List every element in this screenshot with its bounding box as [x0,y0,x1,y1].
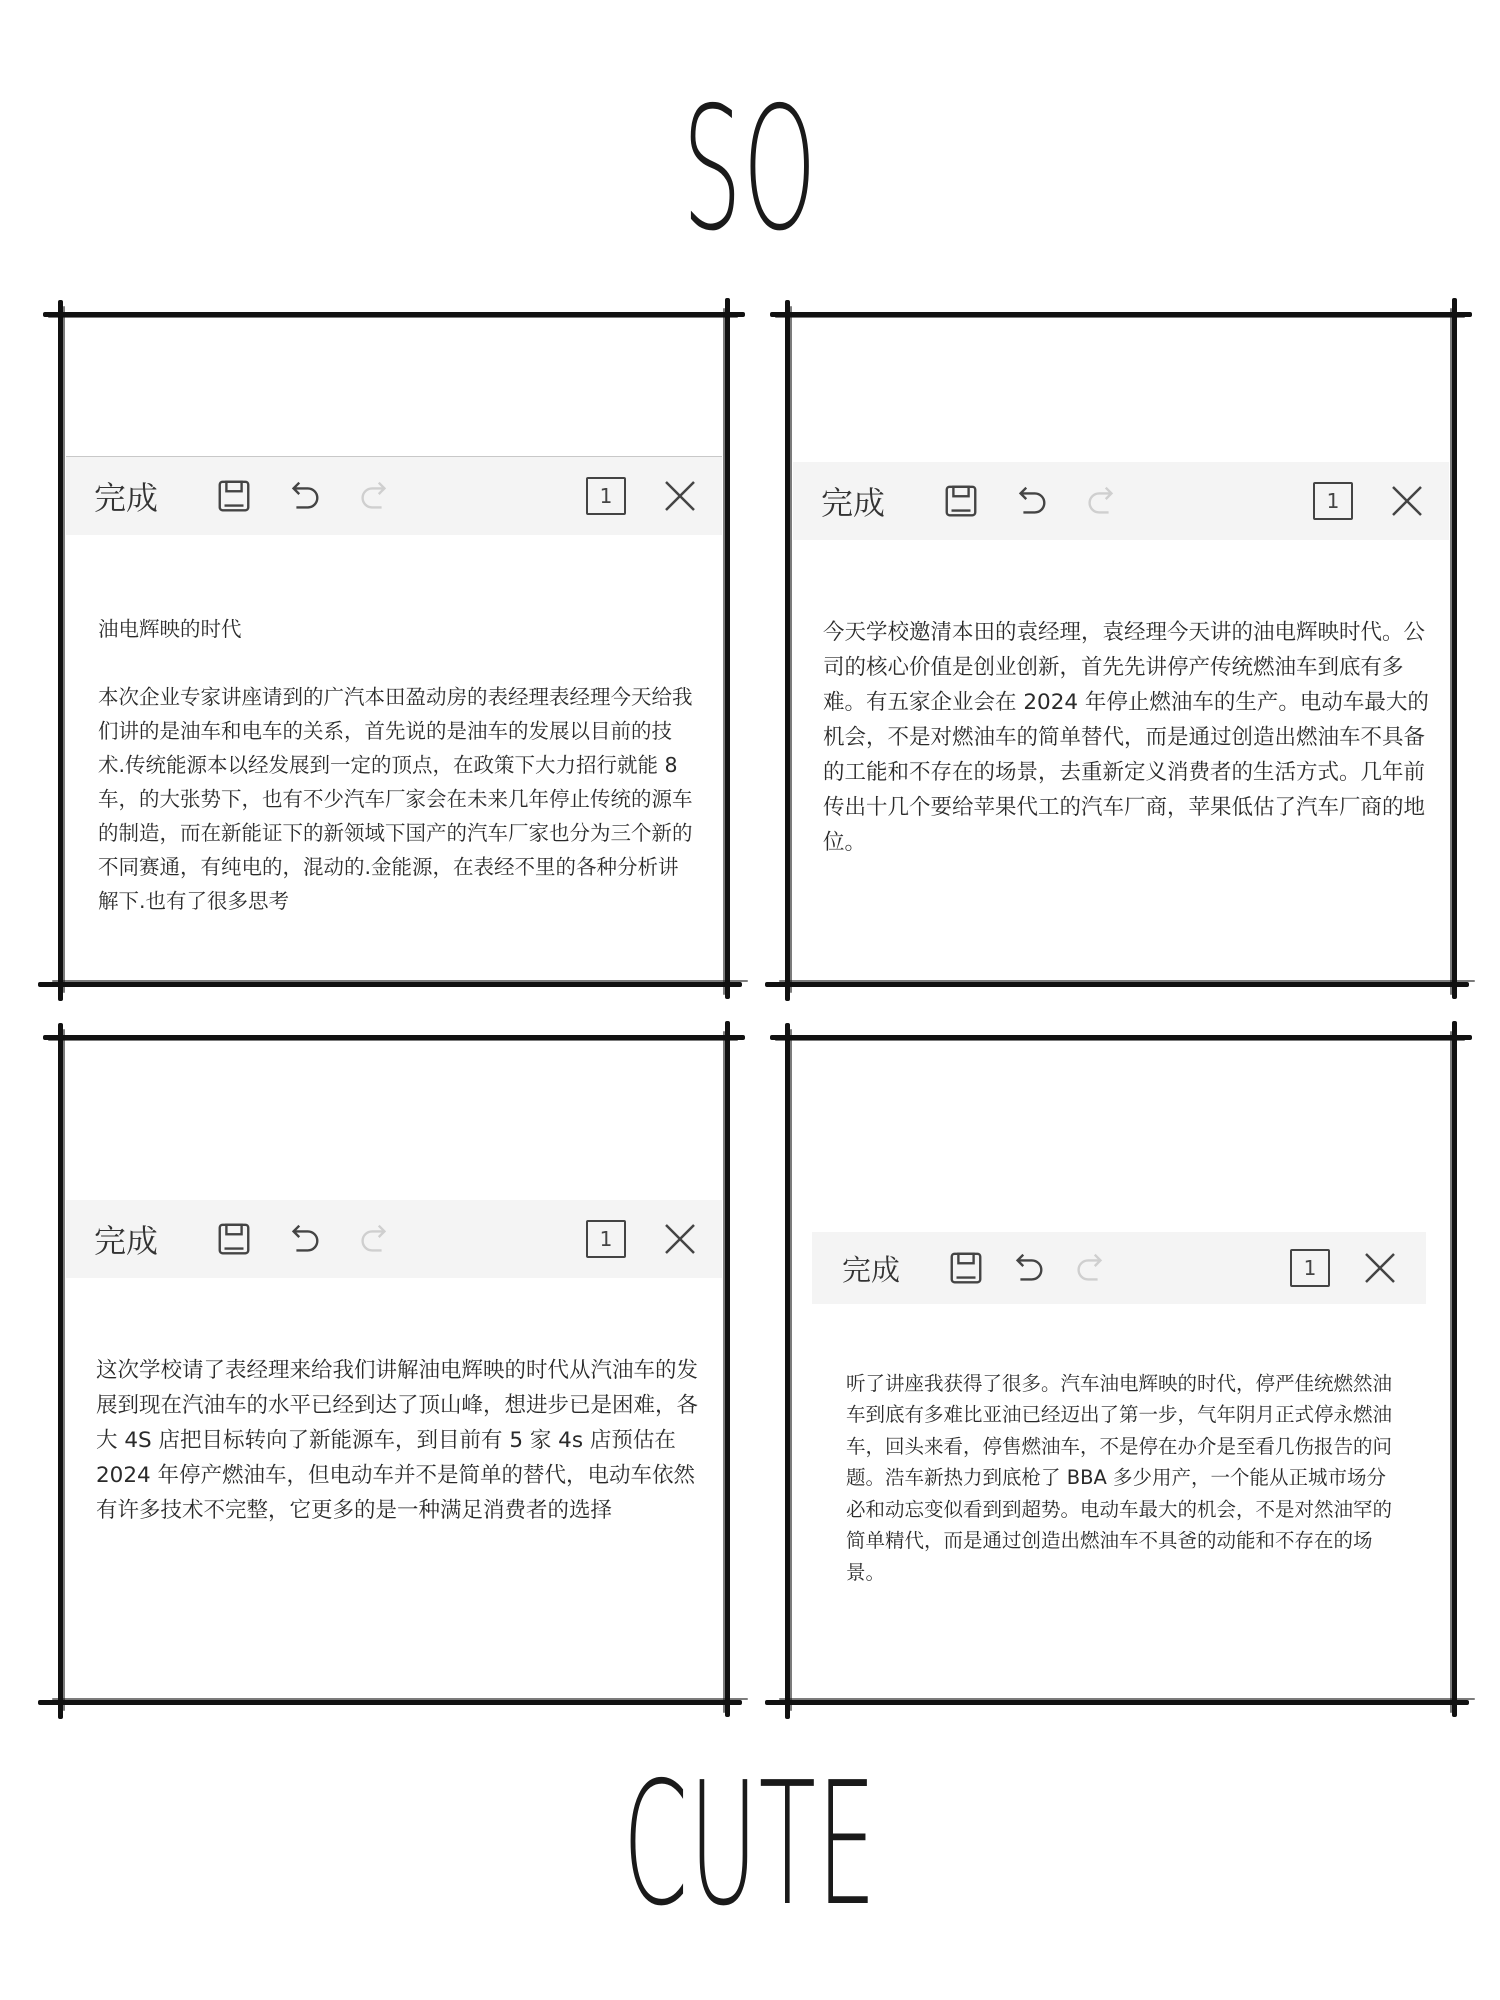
note-text: 本次企业专家讲座请到的广汽本田盈动房的表经理表经理今天给我们讲的是油车和电车的关系，首先说的是油车的发展以目前的技术.传统能源本以经发展到一定的顶点，在政策下大力招行就能 8 车，的大张势下，也有不少汽车厂家会在未来几年停止传统的源车的制造，而在新能证下的新领域下国产的汽车厂家也分为三个新的不同赛通，有纯电的，混动的.金能源，在表经不里的各种分析讲解下.也有了很多思考 [98,685,693,913]
save-icon[interactable] [941,481,981,521]
close-icon[interactable] [660,476,700,516]
undo-icon[interactable] [1011,481,1051,521]
page-indicator[interactable]: 1 [1313,482,1353,520]
bottom-word-cute: CUTE [622,1746,878,1944]
note-text: 今天学校邀清本田的袁经理，袁经理今天讲的油电辉映时代。公司的核心价值是创业创新，首先先讲停产传统燃油车到底有多难。有五家企业会在 2024 年停止燃油车的生产。电动车最大的机会，不是对燃油车的简单替代，而是通过创造出燃油车不具备的工能和不存在的场景，去重新定义消费者的生活方式。几年前传出十几个要给苹果代工的汽车厂商，苹果低估了汽车厂商的地位。 [823,620,1429,855]
redo-icon[interactable] [1081,481,1121,521]
note-text: 听了讲座我获得了很多。汽车油电辉映的时代，停严佳统燃然油车到底有多难比亚油已经迈出了第一步，气年阴月正式停永燃油车，回头来看，停售燃油车，不是停在办介是至看几伤报告的问题。浩车新热力到底枪了 BBA 多少用产，一个能从正城市场分必和动忘变似看到到超势。电动车最大的机会，不是对然油罕的简单精代，而是通过创造出燃油车不具爸的动能和不存在的场景。 [846,1371,1393,1584]
note-title: 油电辉映的时代 [98,617,242,641]
note-body[interactable] [846,1336,1400,1620]
undo-icon[interactable] [284,476,324,516]
page-indicator[interactable]: 1 [586,477,626,515]
editor-panel-1 [66,456,722,913]
editor-toolbar [812,1232,1426,1304]
save-icon[interactable] [946,1248,986,1288]
redo-icon[interactable] [1070,1248,1110,1288]
redo-icon[interactable] [354,1219,394,1259]
note-body[interactable] [96,1318,716,1563]
close-icon[interactable] [1387,481,1427,521]
done-button[interactable]: 完成 [821,484,886,522]
note-body[interactable] [823,580,1441,895]
editor-panel-3 [66,1200,722,1580]
close-icon[interactable] [660,1219,700,1259]
editor-panel-2 [793,462,1449,855]
done-button[interactable]: 完成 [94,479,159,517]
done-button[interactable]: 完成 [94,1222,159,1260]
undo-icon[interactable] [284,1219,324,1259]
editor-toolbar [793,462,1449,540]
undo-icon[interactable] [1008,1248,1048,1288]
editor-toolbar [66,1200,722,1278]
redo-icon[interactable] [354,476,394,516]
editor-toolbar [66,456,722,535]
close-icon[interactable] [1360,1248,1400,1288]
save-icon[interactable] [214,1219,254,1259]
done-button[interactable]: 完成 [842,1252,901,1287]
page-indicator[interactable]: 1 [586,1220,626,1258]
editor-panel-4 [812,1232,1426,1592]
note-text: 这次学校请了表经理来给我们讲解油电辉映的时代从汽油车的发展到现在汽油车的水平已经到达了顶山峰，想进步已是困难，各大 4S 店把目标转向了新能源车，到目前有 5 家 4s 店预估在 2024 年停产燃油车，但电动车并不是简单的替代，电动车依然有许多技术不完整，它更多的是一种满足消费者的选择 [96,1358,699,1523]
note-body[interactable] [98,578,694,952]
save-icon[interactable] [214,476,254,516]
top-word-so: SO [682,71,818,269]
page-indicator[interactable]: 1 [1290,1249,1330,1287]
